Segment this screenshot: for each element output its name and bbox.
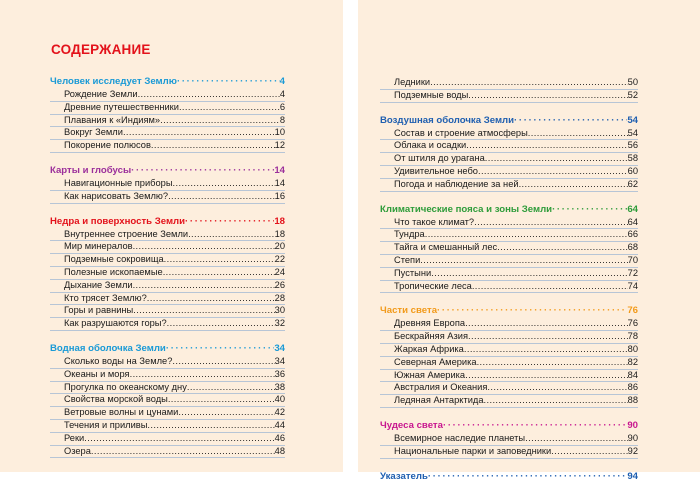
toc-entry-title: Северная Америка: [394, 356, 477, 367]
toc-entry: [50, 420, 285, 433]
section-heading-page: 64: [627, 203, 638, 215]
section-heading-title: Воздушная оболочка Земли: [380, 114, 515, 126]
leader-dots: [173, 178, 275, 190]
toc-entry-title: Древние путешественники: [64, 101, 179, 112]
toc-entry-page: 92: [627, 445, 638, 456]
toc-entry-page: 80: [627, 343, 638, 354]
toc-entry: [50, 127, 285, 140]
toc-entry-title: Тундра: [394, 229, 425, 240]
leader-dots: [130, 369, 275, 381]
toc-entry-page: 90: [627, 432, 638, 443]
toc-entry: [380, 395, 638, 408]
toc-section: [380, 77, 638, 103]
toc-entry-title: Национальные парки и заповедники: [394, 445, 552, 456]
toc-entry-page: 22: [274, 254, 285, 265]
section-heading: [380, 469, 638, 484]
toc-entry-title: Прогулка по океанскому дну: [64, 381, 187, 392]
leader-dots: [425, 229, 628, 241]
section-heading-title: Недра и поверхность Земли: [50, 215, 186, 227]
leader-dots: [164, 254, 275, 266]
toc-entry-title: Озера: [64, 445, 91, 456]
toc-entry: [380, 179, 638, 192]
toc-entry-title: Древняя Европа: [394, 318, 466, 329]
toc-entry-title: Облака и осадки: [394, 140, 467, 151]
leader-dots: [168, 191, 275, 203]
toc-entry-page: 40: [274, 394, 285, 405]
toc-entry-page: 64: [627, 216, 638, 227]
leader-dots: [484, 395, 628, 407]
toc-entry-page: 76: [627, 318, 638, 329]
toc-entry-title: Состав и строение атмосферы: [394, 127, 528, 138]
section-heading-title: Водная оболочка Земли: [50, 342, 166, 354]
toc-entry-page: 66: [627, 229, 638, 240]
leader-dots: [185, 214, 274, 229]
leader-dots: [133, 241, 275, 253]
toc-entry-title: Течения и приливы: [64, 419, 148, 430]
toc-entry-title: Вокруг Земли: [64, 127, 123, 138]
section-heading-page: 18: [274, 215, 285, 227]
leader-dots: [420, 255, 627, 267]
section-heading: [380, 303, 638, 318]
toc-entry-title: Дыхание Земли: [64, 279, 133, 290]
leader-dots: [466, 140, 627, 152]
toc-entry-page: 62: [627, 178, 638, 189]
toc-entry: [50, 280, 285, 293]
toc-entry-title: Полезные ископаемые: [64, 266, 163, 277]
leader-dots: [166, 341, 275, 356]
toc-entry-title: Навигационные приборы: [64, 177, 173, 188]
toc-entry: [50, 102, 285, 115]
toc-entry-page: 74: [627, 280, 638, 291]
leader-dots: [431, 268, 628, 280]
leader-dots: [468, 90, 627, 102]
leader-dots: [178, 407, 274, 419]
toc-entry-page: 82: [627, 356, 638, 367]
section-heading-title: Чудеса света: [380, 419, 443, 431]
toc-entry-page: 8: [279, 114, 285, 125]
toc-entry-page: 68: [627, 242, 638, 253]
toc-entry-title: От штиля до урагана: [394, 153, 485, 164]
leader-dots: [168, 394, 275, 406]
section-heading: [50, 74, 285, 89]
toc-entry-title: Тайга и смешанный лес: [394, 242, 498, 253]
toc-entry-page: 6: [279, 101, 285, 112]
leader-dots: [551, 446, 627, 458]
toc-section: [380, 303, 638, 408]
section-heading-page: 76: [627, 305, 638, 317]
toc-entry: [380, 77, 638, 90]
leader-dots: [160, 115, 280, 127]
toc-entry: [380, 344, 638, 357]
leader-dots: [91, 446, 275, 458]
section-heading-title: Человек исследует Землю: [50, 76, 177, 87]
toc-entry-title: Кто трясет Землю?: [64, 292, 147, 303]
leader-dots: [163, 267, 275, 279]
section-heading: [380, 113, 638, 128]
toc-left-column: [50, 74, 285, 458]
toc-entry-title: Погода и наблюдение за ней: [394, 178, 519, 189]
toc-entry-title: Степи: [394, 254, 421, 265]
toc-entry: [50, 229, 285, 242]
toc-entry-title: Свойства морской воды: [64, 394, 168, 405]
leader-dots: [478, 166, 628, 178]
toc-entry-title: Покорение полюсов: [64, 140, 151, 151]
section-heading-page: 4: [279, 76, 285, 87]
toc-entry-title: Горы и равнины: [64, 305, 134, 316]
toc-entry-page: 32: [274, 318, 285, 329]
section-heading-title: Карты и глобусы: [50, 164, 132, 176]
toc-entry: [50, 89, 285, 102]
leader-dots: [472, 281, 628, 293]
leader-dots: [133, 280, 275, 292]
toc-section: [50, 74, 285, 153]
toc-entry: [50, 369, 285, 382]
toc-entry: [380, 217, 638, 230]
toc-entry-title: Рождение Земли: [64, 89, 138, 99]
leader-dots: [179, 102, 280, 114]
toc-entry: [50, 241, 285, 254]
toc-section: [50, 214, 285, 331]
toc-right-column: [380, 77, 638, 484]
leader-dots: [147, 293, 275, 305]
toc-entry: [380, 166, 638, 179]
leader-dots: [84, 433, 274, 445]
toc-entry: [380, 140, 638, 153]
toc-entry-page: 48: [274, 445, 285, 456]
leader-dots: [464, 344, 628, 356]
toc-entry: [50, 318, 285, 331]
toc-entry: [50, 446, 285, 459]
toc-entry-title: Океаны и моря: [64, 368, 130, 379]
leader-dots: [437, 303, 627, 318]
toc-entry: [380, 357, 638, 370]
toc-entry-page: 58: [627, 153, 638, 164]
toc-entry-page: 78: [627, 331, 638, 342]
leader-dots: [123, 127, 275, 139]
section-heading: [380, 418, 638, 433]
toc-entry-title: Как нарисовать Землю?: [64, 190, 169, 201]
toc-entry-title: Всемирное наследие планеты: [394, 432, 526, 443]
toc-entry-page: 54: [627, 127, 638, 138]
toc-entry: [380, 229, 638, 242]
leader-dots: [167, 318, 275, 330]
leader-dots: [172, 356, 274, 368]
toc-entry-page: 44: [274, 419, 285, 430]
toc-entry: [50, 140, 285, 153]
toc-entry-title: Бескрайняя Азия: [394, 331, 468, 342]
toc-entry-title: Плавания к «Индиям»: [64, 114, 161, 125]
toc-entry-title: Южная Америка: [394, 369, 466, 380]
toc-entry-page: 36: [274, 368, 285, 379]
leader-dots: [485, 153, 628, 165]
section-heading-title: Климатические пояса и зоны Земли: [380, 203, 553, 215]
toc-entry-title: Пустыни: [394, 267, 432, 278]
toc-entry-page: 28: [274, 292, 285, 303]
toc-entry-page: 50: [627, 77, 638, 87]
toc-entry: [50, 305, 285, 318]
toc-entry-page: 18: [274, 228, 285, 239]
toc-entry-page: 26: [274, 279, 285, 290]
toc-entry: [380, 370, 638, 383]
leader-dots: [187, 382, 275, 394]
toc-entry: [50, 178, 285, 191]
section-heading-page: 34: [274, 342, 285, 354]
toc-entry: [380, 128, 638, 141]
toc-entry-page: 86: [627, 382, 638, 393]
toc-entry-title: Внутреннее строение Земли: [64, 228, 189, 239]
section-heading: [50, 163, 285, 178]
toc-entry-page: 88: [627, 395, 638, 406]
toc-entry: [50, 356, 285, 369]
toc-entry-title: Подземные воды: [394, 89, 469, 100]
toc-entry-page: 16: [274, 190, 285, 201]
toc-entry-title: Австралия и Океания: [394, 382, 488, 393]
leader-dots: [528, 128, 628, 140]
toc-entry-title: Реки: [64, 432, 85, 443]
toc-entry-page: 70: [627, 254, 638, 265]
section-heading: [50, 341, 285, 356]
toc-entry: [380, 268, 638, 281]
leader-dots: [147, 420, 274, 432]
toc-entry: [50, 267, 285, 280]
leader-dots: [474, 217, 628, 229]
toc-entry-title: Тропические леса: [394, 280, 472, 291]
leader-dots: [477, 357, 628, 369]
leader-dots: [497, 242, 628, 254]
toc-section: [380, 469, 638, 484]
section-heading-page: 54: [627, 114, 638, 126]
leader-dots: [133, 305, 274, 317]
leader-dots: [465, 370, 628, 382]
toc-entry-title: Ветровые волны и цунами: [64, 407, 179, 418]
toc-entry: [50, 254, 285, 267]
leader-dots: [188, 229, 275, 241]
toc-entry-page: 34: [274, 355, 285, 366]
toc-section: [50, 163, 285, 204]
toc-entry-title: Как разрушаются горы?: [64, 318, 167, 329]
section-heading-page: 94: [627, 470, 638, 482]
toc-entry-title: Удивительное небо: [394, 165, 478, 176]
toc-entry-page: 4: [279, 89, 285, 99]
toc-entry: [50, 394, 285, 407]
toc-entry-title: Что такое климат?: [394, 216, 475, 227]
section-heading-title: Части света: [380, 305, 438, 317]
toc-entry: [380, 255, 638, 268]
toc-entry-title: Сколько воды на Земле?: [64, 355, 173, 366]
toc-section: [380, 113, 638, 192]
toc-entry: [380, 331, 638, 344]
toc-entry-page: 42: [274, 407, 285, 418]
toc-entry: [50, 407, 285, 420]
toc-entry: [380, 382, 638, 395]
leader-dots: [177, 74, 280, 89]
toc-entry-page: 72: [627, 267, 638, 278]
toc-section: [380, 202, 638, 294]
toc-entry: [50, 382, 285, 395]
toc-entry-page: 60: [627, 165, 638, 176]
leader-dots: [443, 418, 627, 433]
toc-entry: [50, 191, 285, 204]
contents-title: СОДЕРЖАНИЕ: [51, 42, 151, 57]
toc-entry-page: 12: [274, 140, 285, 151]
leader-dots: [552, 202, 627, 217]
toc-entry: [380, 433, 638, 446]
section-heading-page: 90: [627, 419, 638, 431]
leader-dots: [519, 179, 628, 191]
toc-entry-title: Жаркая Африка: [394, 343, 464, 354]
toc-entry-title: Мир минералов: [64, 241, 133, 252]
toc-entry: [380, 242, 638, 255]
toc-section: [380, 418, 638, 459]
leader-dots: [465, 318, 628, 330]
toc-entry-page: 20: [274, 241, 285, 252]
toc-entry: [50, 293, 285, 306]
toc-entry-page: 46: [274, 432, 285, 443]
leader-dots: [525, 433, 628, 445]
toc-entry: [50, 433, 285, 446]
section-heading-title: Указатель: [380, 470, 428, 482]
toc-entry-page: 30: [274, 305, 285, 316]
leader-dots: [514, 113, 627, 128]
section-heading-page: 14: [274, 164, 285, 176]
toc-entry-page: 84: [627, 369, 638, 380]
toc-entry: [380, 318, 638, 331]
toc-entry: [380, 281, 638, 294]
toc-entry-page: 56: [627, 140, 638, 151]
toc-entry-page: 38: [274, 381, 285, 392]
toc-section: [50, 341, 285, 458]
leader-dots: [138, 89, 280, 101]
toc-entry: [380, 153, 638, 166]
toc-entry-title: Подземные сокровища: [64, 254, 164, 265]
toc-entry-page: 24: [274, 266, 285, 277]
toc-entry-page: 14: [274, 177, 285, 188]
leader-dots: [487, 382, 627, 394]
section-heading: [50, 214, 285, 229]
leader-dots: [468, 331, 628, 343]
toc-entry-page: 10: [274, 127, 285, 138]
toc-entry-page: 52: [627, 89, 638, 100]
leader-dots: [430, 77, 628, 89]
section-heading: [380, 202, 638, 217]
leader-dots: [428, 469, 627, 484]
toc-entry: [50, 115, 285, 128]
toc-entry-title: Ледяная Антарктида: [394, 395, 484, 406]
toc-entry: [380, 446, 638, 459]
toc-entry-title: Ледники: [394, 77, 431, 87]
leader-dots: [131, 163, 274, 178]
toc-entry: [380, 90, 638, 103]
leader-dots: [151, 140, 275, 152]
